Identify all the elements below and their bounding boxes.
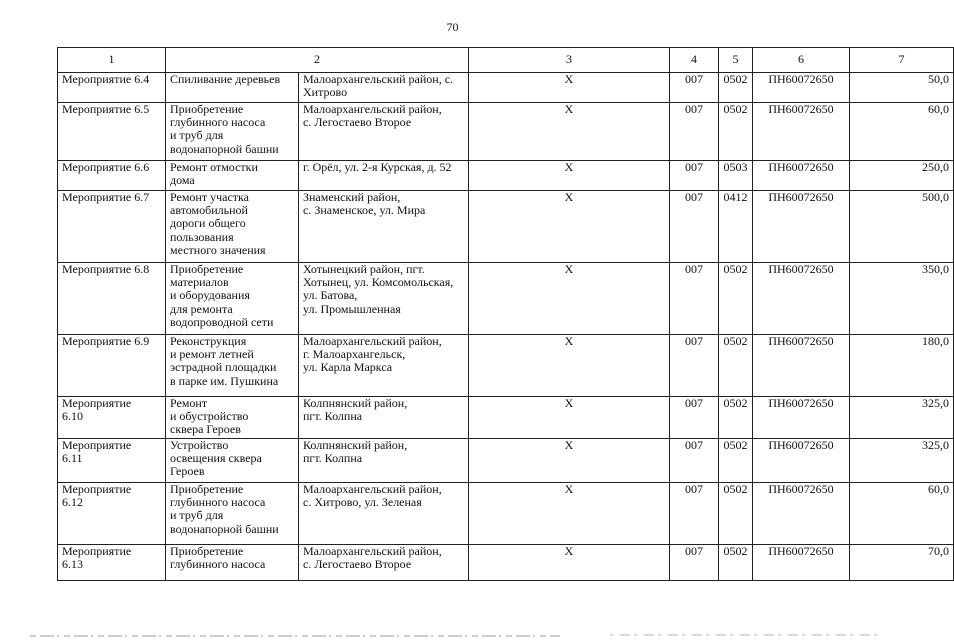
event-name-cell [166, 483, 299, 545]
col5-cell-text: 0502 [723, 544, 748, 558]
event-cell [58, 191, 166, 263]
col6-cell-text: ПН60072650 [768, 544, 834, 558]
event-cell-text: Мероприятие 6.7 [62, 190, 150, 204]
col4-cell-text: 007 [685, 102, 703, 116]
col3-cell-text: Х [564, 262, 574, 276]
col7-cell-text: 70,0 [928, 544, 949, 558]
col5-cell [719, 263, 753, 335]
col5-cell-text: 0502 [723, 72, 748, 86]
event-cell [58, 439, 166, 483]
col3-cell [469, 545, 670, 581]
col7-cell-text: 325,0 [922, 396, 949, 410]
event-cell-text: Мероприятие 6.6 [62, 160, 150, 174]
event-cell-text: Мероприятие 6.4 [62, 72, 150, 86]
event-name-cell-text: Реконструкция и ремонт летней эстрадной площадки в парке им. Пушкина [170, 334, 279, 388]
col7-cell-text: 180,0 [922, 334, 949, 348]
address-cell [299, 483, 469, 545]
event-name-cell-text: Ремонт и обустройство сквера Героев [170, 396, 249, 437]
col6-cell [753, 161, 850, 191]
col5-cell-text: 0503 [723, 160, 748, 174]
col4-cell-text: 007 [685, 262, 703, 276]
col5-cell-text: 0412 [723, 190, 748, 204]
col5-cell [719, 335, 753, 397]
col7-cell [850, 483, 954, 545]
col6-cell [753, 73, 850, 103]
address-cell-text: Малоархангельский район, с. Хитрово [303, 72, 454, 100]
address-cell-text: Знаменский район, с. Знаменское, ул. Мира [303, 190, 426, 218]
col6-cell-text: ПН60072650 [768, 102, 834, 116]
event-name-cell-text: Приобретение глубинного насоса [170, 544, 266, 572]
col5-cell [719, 397, 753, 439]
address-cell [299, 103, 469, 161]
address-cell [299, 335, 469, 397]
event-cell-text: Мероприятие 6.13 [62, 544, 132, 572]
event-name-cell-text: Ремонт участка автомобильной дороги общего пользования местного значения [170, 190, 266, 257]
header-col-4: 4 [670, 48, 719, 73]
col5-cell [719, 161, 753, 191]
col4-cell-text: 007 [685, 438, 703, 452]
event-cell [58, 103, 166, 161]
event-name-cell-text: Приобретение глубинного насоса и труб для водонапорной башни [170, 102, 279, 156]
col7-cell [850, 439, 954, 483]
address-cell [299, 397, 469, 439]
table-header-row [58, 48, 954, 73]
col4-cell-text: 007 [685, 190, 703, 204]
table-row [58, 73, 954, 103]
col6-cell-text: ПН60072650 [768, 190, 834, 204]
event-name-cell [166, 161, 299, 191]
col3-cell-text: Х [564, 190, 574, 204]
col4-cell [670, 103, 719, 161]
col4-cell [670, 191, 719, 263]
col3-cell-text: Х [564, 544, 574, 558]
event-cell-text: Мероприятие 6.11 [62, 438, 132, 466]
col3-cell [469, 191, 670, 263]
col7-cell-text: 60,0 [928, 482, 949, 496]
col4-cell-text: 007 [685, 396, 703, 410]
col6-cell-text: ПН60072650 [768, 438, 834, 452]
col6-cell [753, 103, 850, 161]
col5-cell [719, 73, 753, 103]
event-name-cell-text: Ремонт отмостки дома [170, 160, 258, 188]
budget-table [57, 47, 954, 581]
event-cell [58, 73, 166, 103]
table-row [58, 439, 954, 483]
event-name-cell [166, 191, 299, 263]
col7-cell-text: 350,0 [922, 262, 949, 276]
event-cell [58, 161, 166, 191]
table-body [58, 73, 954, 581]
table-row [58, 161, 954, 191]
col5-cell [719, 439, 753, 483]
col6-cell [753, 191, 850, 263]
table-row [58, 335, 954, 397]
event-name-cell [166, 335, 299, 397]
table-row [58, 103, 954, 161]
address-cell [299, 545, 469, 581]
col6-cell [753, 439, 850, 483]
col4-cell [670, 263, 719, 335]
col6-cell [753, 397, 850, 439]
event-name-cell-text: Спиливание деревьев [170, 72, 281, 86]
event-name-cell [166, 73, 299, 103]
col5-cell-text: 0502 [723, 262, 748, 276]
col7-cell-text: 60,0 [928, 102, 949, 116]
event-cell-text: Мероприятие 6.12 [62, 482, 132, 510]
col7-cell [850, 73, 954, 103]
col3-cell-text: Х [564, 72, 574, 86]
col3-cell-text: Х [564, 160, 574, 174]
col7-cell [850, 545, 954, 581]
col7-cell [850, 103, 954, 161]
col5-cell [719, 191, 753, 263]
event-name-cell [166, 263, 299, 335]
address-cell [299, 161, 469, 191]
col4-cell-text: 007 [685, 160, 703, 174]
header-col-5: 5 [719, 48, 753, 73]
col3-cell [469, 335, 670, 397]
col7-cell [850, 191, 954, 263]
col3-cell [469, 397, 670, 439]
header-col-3: 3 [469, 48, 670, 73]
col5-cell [719, 103, 753, 161]
col7-cell [850, 397, 954, 439]
col4-cell [670, 335, 719, 397]
address-cell-text: г. Орёл, ул. 2-я Курская, д. 52 [303, 160, 452, 174]
col3-cell [469, 73, 670, 103]
col5-cell-text: 0502 [723, 102, 748, 116]
event-cell [58, 263, 166, 335]
col4-cell-text: 007 [685, 482, 703, 496]
col5-cell [719, 545, 753, 581]
col4-cell-text: 007 [685, 72, 703, 86]
page-number: 70 [446, 20, 459, 34]
address-cell-text: Колпнянский район, пгт. Колпна [303, 396, 408, 424]
address-cell [299, 439, 469, 483]
col6-cell-text: ПН60072650 [768, 482, 834, 496]
col6-cell-text: ПН60072650 [768, 72, 834, 86]
col7-cell-text: 250,0 [922, 160, 949, 174]
address-cell [299, 191, 469, 263]
col5-cell-text: 0502 [723, 334, 748, 348]
col6-cell-text: ПН60072650 [768, 396, 834, 410]
col4-cell [670, 73, 719, 103]
event-cell-text: Мероприятие 6.8 [62, 262, 150, 276]
event-name-cell [166, 439, 299, 483]
col6-cell-text: ПН60072650 [768, 160, 834, 174]
event-name-cell-text: Приобретение материалов и оборудования для ремонта водопроводной сети [170, 262, 274, 329]
address-cell-text: Хотынецкий район, пгт. Хотынец, ул. Комсомольская, ул. Батова, ул. Промышленная [303, 262, 454, 316]
col7-cell [850, 335, 954, 397]
header-col-1: 1 [58, 48, 166, 73]
address-cell-text: Малоархангельский район, г. Малоархангельск, ул. Карла Маркса [303, 334, 442, 375]
table-row [58, 483, 954, 545]
col6-cell-text: ПН60072650 [768, 334, 834, 348]
event-cell-text: Мероприятие 6.5 [62, 102, 150, 116]
header-col-7: 7 [850, 48, 954, 73]
col7-cell-text: 500,0 [922, 190, 949, 204]
col3-cell [469, 263, 670, 335]
col3-cell [469, 483, 670, 545]
table-row [58, 545, 954, 581]
col6-cell [753, 263, 850, 335]
col4-cell [670, 483, 719, 545]
col3-cell-text: Х [564, 396, 574, 410]
col3-cell-text: Х [564, 438, 574, 452]
address-cell-text: Малоархангельский район, с. Хитрово, ул. Зеленая [303, 482, 442, 510]
col6-cell [753, 483, 850, 545]
col5-cell-text: 0502 [723, 396, 748, 410]
event-name-cell [166, 545, 299, 581]
col4-cell-text: 007 [685, 334, 703, 348]
col3-cell-text: Х [564, 334, 574, 348]
event-cell [58, 483, 166, 545]
address-cell-text: Малоархангельский район, с. Легостаево Второе [303, 544, 442, 572]
col7-cell [850, 263, 954, 335]
table-row [58, 191, 954, 263]
col5-cell-text: 0502 [723, 438, 748, 452]
col4-cell [670, 545, 719, 581]
col3-cell-text: Х [564, 102, 574, 116]
col3-cell [469, 439, 670, 483]
event-name-cell-text: Устройство освещения сквера Героев [170, 438, 262, 479]
event-name-cell [166, 103, 299, 161]
header-col-6: 6 [753, 48, 850, 73]
event-name-cell-text: Приобретение глубинного насоса и труб для водонапорной башни [170, 482, 279, 536]
col6-cell [753, 545, 850, 581]
address-cell [299, 73, 469, 103]
address-cell-text: Колпнянский район, пгт. Колпна [303, 438, 408, 466]
address-cell-text: Малоархангельский район, с. Легостаево Второе [303, 102, 442, 130]
header-col-2: 2 [166, 48, 469, 73]
col3-cell [469, 103, 670, 161]
col4-cell-text: 007 [685, 544, 703, 558]
event-cell [58, 545, 166, 581]
event-cell-text: Мероприятие 6.10 [62, 396, 132, 424]
address-cell [299, 263, 469, 335]
col7-cell [850, 161, 954, 191]
table-row [58, 397, 954, 439]
table-row [58, 263, 954, 335]
col6-cell-text: ПН60072650 [768, 262, 834, 276]
col5-cell [719, 483, 753, 545]
scan-edge-noise [0, 632, 905, 640]
col7-cell-text: 325,0 [922, 438, 949, 452]
col5-cell-text: 0502 [723, 482, 748, 496]
col3-cell [469, 161, 670, 191]
col6-cell [753, 335, 850, 397]
event-cell-text: Мероприятие 6.9 [62, 334, 150, 348]
event-cell [58, 397, 166, 439]
col4-cell [670, 161, 719, 191]
event-name-cell [166, 397, 299, 439]
col4-cell [670, 439, 719, 483]
col7-cell-text: 50,0 [928, 72, 949, 86]
event-cell [58, 335, 166, 397]
col3-cell-text: Х [564, 482, 574, 496]
col4-cell [670, 397, 719, 439]
